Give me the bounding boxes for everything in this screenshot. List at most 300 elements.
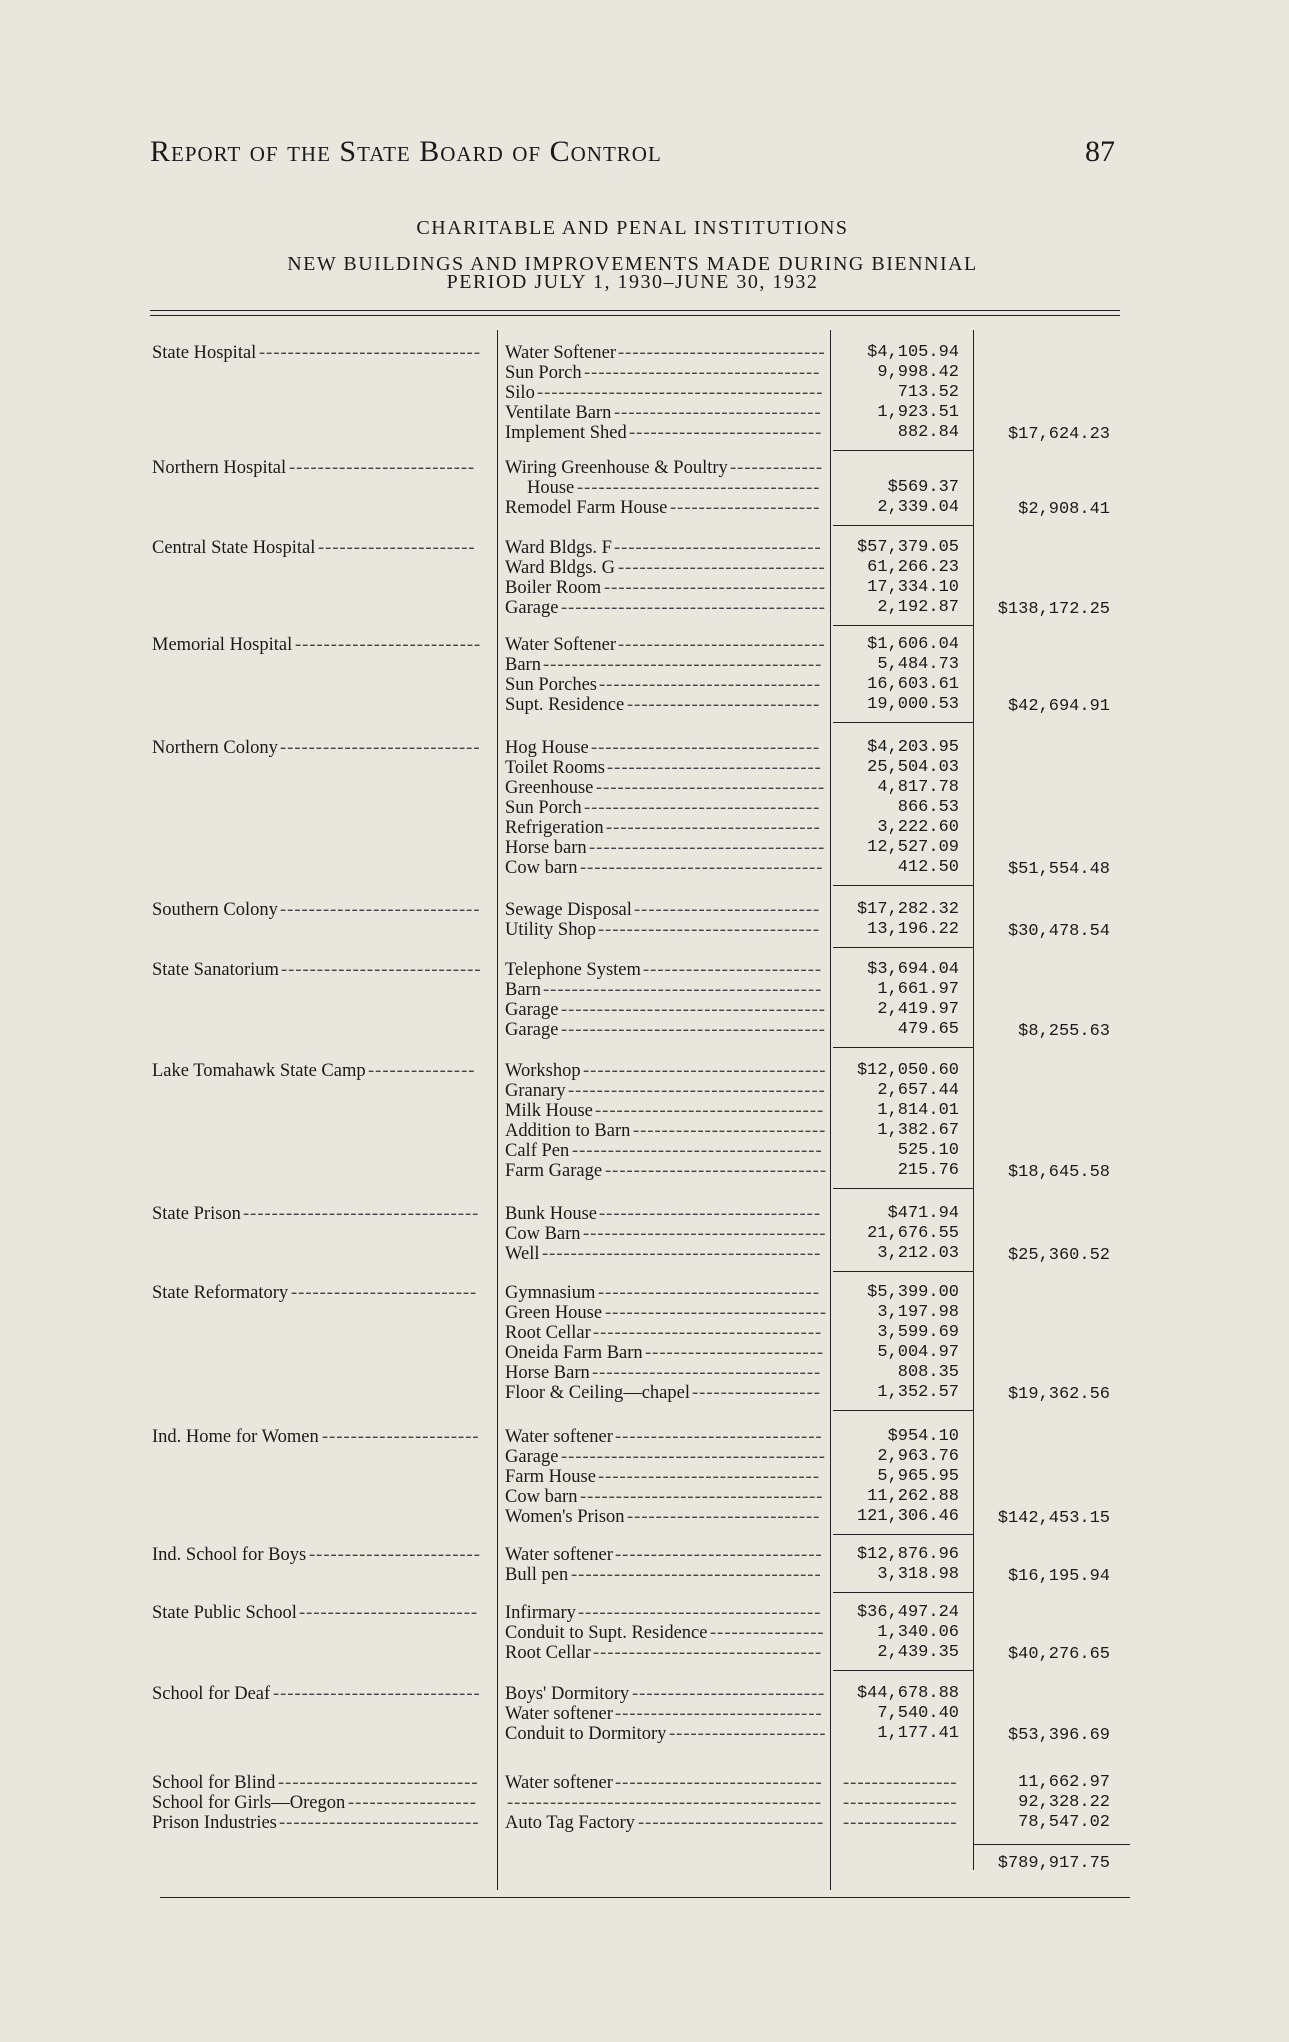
institution-total: $2,908.41: [1018, 500, 1110, 519]
item-label-row: [505, 1565, 827, 1585]
item-label: Infirmary: [505, 1603, 576, 1623]
item-label-leader: ---------------------------------: [589, 838, 826, 858]
item-amount: 2,192.87: [877, 598, 959, 617]
item-label: Barn: [505, 655, 541, 675]
institution-name-leader: ----------------------------: [281, 960, 482, 980]
header-rule-top: [150, 310, 1120, 311]
institution-name-leader: ----------------------------: [280, 738, 481, 758]
item-label-row: [505, 1283, 827, 1303]
item-label-row: [505, 1793, 827, 1813]
item-amount: 1,340.06: [877, 1623, 959, 1642]
item-label-row: [505, 635, 827, 655]
item-amount: 25,504.03: [867, 758, 959, 777]
item-amount: 1,382.67: [877, 1121, 959, 1140]
institution-name-row: [152, 1427, 482, 1447]
item-label-row: [505, 498, 827, 518]
item-label: Women's Prison: [505, 1507, 625, 1527]
item-label: Water softener: [505, 1773, 613, 1793]
item-label-row: [505, 458, 827, 478]
item-amount: $4,105.94: [867, 343, 959, 362]
item-label-row: [505, 1684, 827, 1704]
item-amount: 412.50: [897, 858, 959, 877]
institution-name-leader: ----------------------: [318, 538, 476, 558]
institution-total: $8,255.63: [1018, 1022, 1110, 1041]
item-amount: 17,334.10: [867, 578, 959, 597]
item-amount: 3,318.98: [877, 1565, 959, 1584]
item-amount: 3,197.98: [877, 1303, 959, 1322]
item-label: Ventilate Barn: [505, 403, 612, 423]
item-label-leader: -----------------------------: [618, 343, 826, 363]
institution-name-row: [152, 635, 482, 655]
item-label-leader: -----------------------------: [614, 538, 822, 558]
institution-name-leader: -------------------------: [299, 1603, 479, 1623]
item-label-row: [505, 960, 827, 980]
item-label-row: [527, 478, 827, 498]
item-label-leader: ----------------------------------: [577, 478, 821, 498]
item-label-leader: --------------------------------: [593, 1643, 823, 1663]
item-label-row: [505, 1224, 827, 1244]
item-label-leader: -----------------------------: [615, 1427, 823, 1447]
item-amount: 121,306.46: [856, 1507, 959, 1526]
institution-name-row: [152, 343, 482, 363]
column-rule-1: [497, 330, 498, 1890]
subtitle-line-2: PERIOD JULY 1, 1930–JUNE 30, 1932: [446, 271, 819, 293]
item-label-row: [505, 1161, 827, 1181]
item-label-leader: -------------------------: [643, 960, 823, 980]
item-label: House: [527, 478, 575, 498]
column-rule-2: [830, 330, 831, 1890]
item-label-leader: ---------------------------------------: [543, 980, 823, 1000]
item-label-row: [505, 1061, 827, 1081]
item-label-row: [505, 1487, 827, 1507]
item-amount: $12,876.96: [856, 1545, 959, 1564]
item-label-row: [505, 1343, 827, 1363]
item-label: Root Cellar: [505, 1643, 591, 1663]
item-label-leader: ----------------------------------: [583, 1224, 827, 1244]
group-separator: [833, 722, 973, 723]
item-amount: 525.10: [897, 1141, 959, 1160]
item-label: Utility Shop: [505, 920, 596, 940]
page-number: 87: [1085, 135, 1115, 168]
institution-name: Ind. School for Boys: [152, 1545, 307, 1565]
item-label: Wiring Greenhouse & Poultry: [505, 458, 728, 478]
item-label-leader: -----------------------------: [615, 1704, 823, 1724]
item-label-leader: --------------------------------------------: [507, 1793, 823, 1813]
item-label: Farm Garage: [505, 1161, 603, 1181]
institution-name-row: [152, 960, 482, 980]
item-amount: 11,262.88: [867, 1487, 959, 1506]
institution-name-leader: --------------------------: [289, 458, 476, 478]
institution-total: $142,453.15: [997, 1509, 1110, 1528]
group-separator: [833, 625, 973, 626]
item-label-leader: ---------------------------------: [584, 798, 821, 818]
item-label-leader: -------------------------------------: [561, 1000, 826, 1020]
item-label-row: [505, 778, 827, 798]
item-label: Bunk House: [505, 1204, 597, 1224]
item-amount: 16,603.61: [867, 675, 959, 694]
item-amount: 21,676.55: [867, 1224, 959, 1243]
item-label-row: [505, 920, 827, 940]
item-amount: $5,399.00: [867, 1283, 959, 1302]
item-label-row: [505, 1204, 827, 1224]
item-label: Granary: [505, 1081, 566, 1101]
institution-name-row: [152, 1545, 482, 1565]
institution-name-leader: ----------------------------: [278, 1773, 479, 1793]
item-label-leader: ---------------------------: [632, 1684, 826, 1704]
item-label: Toilet Rooms: [505, 758, 605, 778]
item-label-row: [505, 1000, 827, 1020]
item-label-row: [505, 1813, 827, 1833]
item-amount: 2,657.44: [877, 1081, 959, 1100]
institution-name-leader: ---------------: [368, 1061, 476, 1081]
item-label-row: [505, 403, 827, 423]
item-amount: 808.35: [897, 1363, 959, 1382]
institution-name-row: [152, 1061, 482, 1081]
institution-name: Northern Hospital: [152, 458, 287, 478]
item-label-row: [505, 578, 827, 598]
institution-name-row: [152, 1283, 482, 1303]
item-label-row: [505, 423, 827, 443]
footer-rule: [160, 1897, 1130, 1898]
item-label-row: [505, 675, 827, 695]
item-label-leader: -----------------------------------: [572, 1141, 823, 1161]
item-label-leader: ----------------------: [669, 1724, 827, 1744]
item-amount: 2,963.76: [877, 1447, 959, 1466]
item-label-row: [505, 758, 827, 778]
item-label-row: [505, 980, 827, 1000]
item-label-row: [505, 798, 827, 818]
item-label-row: [505, 1323, 827, 1343]
item-label: Water Softener: [505, 343, 616, 363]
institution-total: $138,172.25: [997, 600, 1110, 619]
item-label-leader: -------------------------------------: [561, 598, 826, 618]
institution-total: 78,547.02: [1018, 1813, 1110, 1832]
institution-name-row: [152, 900, 482, 920]
item-label-row: [505, 1704, 827, 1724]
item-label-leader: ---------------------------: [627, 695, 821, 715]
item-label: Floor & Ceiling—chapel: [505, 1383, 690, 1403]
item-label-row: [505, 1141, 827, 1161]
running-header: [150, 135, 1115, 175]
institution-name: School for Deaf: [152, 1684, 271, 1704]
item-amount: 866.53: [897, 798, 959, 817]
item-label-row: [505, 1447, 827, 1467]
item-label-row: [505, 1603, 827, 1623]
item-label: Ward Bldgs. G: [505, 558, 616, 578]
institution-total: $30,478.54: [1007, 922, 1110, 941]
item-amount: 7,540.40: [877, 1704, 959, 1723]
item-amount: 19,000.53: [867, 695, 959, 714]
amount-blank-leader: ----------------: [843, 1793, 958, 1813]
item-label-leader: ---------------------------: [633, 1121, 827, 1141]
item-label-row: [505, 1363, 827, 1383]
item-amount: $569.37: [887, 478, 959, 497]
institution-name-row: [152, 1773, 482, 1793]
item-label-row: [505, 858, 827, 878]
header-rule-bottom: [150, 315, 1120, 316]
item-label-row: [505, 1427, 827, 1447]
item-label-row: [505, 558, 827, 578]
group-separator: [833, 1592, 973, 1593]
item-label-leader: -------------------------------: [604, 578, 826, 598]
item-label-row: [505, 1081, 827, 1101]
institution-name-row: [152, 538, 482, 558]
item-label: Ward Bldgs. F: [505, 538, 612, 558]
item-label-row: [505, 818, 827, 838]
item-label-row: [505, 363, 827, 383]
institution-name: State Reformatory: [152, 1283, 289, 1303]
item-label-leader: -----------------------------: [615, 1773, 823, 1793]
item-amount: $3,694.04: [867, 960, 959, 979]
item-amount: $57,379.05: [856, 538, 959, 557]
item-label: Sun Porches: [505, 675, 597, 695]
item-label-row: [505, 1020, 827, 1040]
running-title: Report of the State Board of Control: [150, 135, 662, 168]
item-label: Well: [505, 1244, 540, 1264]
institution-total: 11,662.97: [1018, 1773, 1110, 1792]
item-amount: 882.84: [897, 423, 959, 442]
group-separator: [833, 1534, 973, 1535]
item-label-leader: ---------------------------------------: [542, 1244, 822, 1264]
institution-name: State Hospital: [152, 343, 257, 363]
item-label-leader: ----------------------------------: [583, 1061, 827, 1081]
item-label: Farm House: [505, 1467, 596, 1487]
item-label-leader: --------------------------------: [592, 1363, 822, 1383]
item-label: Green House: [505, 1303, 603, 1323]
institution-name-leader: ------------------------: [309, 1545, 481, 1565]
item-label-row: [505, 1545, 827, 1565]
item-label-leader: ----------------------------------: [578, 1603, 822, 1623]
item-label: Bull pen: [505, 1565, 569, 1585]
item-label: Water softener: [505, 1545, 613, 1565]
item-label: Horse barn: [505, 838, 587, 858]
item-label-row: [505, 1643, 827, 1663]
item-label-leader: -------------------------------: [599, 675, 821, 695]
item-label-leader: ------------------------------: [606, 818, 821, 838]
item-label-leader: ------------------------------------: [568, 1081, 826, 1101]
institution-total: $16,195.94: [1007, 1567, 1110, 1586]
item-label: Garage: [505, 1020, 559, 1040]
item-label-leader: ----------------------------------: [580, 1487, 824, 1507]
institution-name-leader: ----------------------------: [280, 900, 481, 920]
item-amount: $17,282.32: [856, 900, 959, 919]
item-amount: 713.52: [897, 383, 959, 402]
item-label-leader: -------------------------------------: [561, 1020, 826, 1040]
item-label-leader: -------------------------------: [605, 1161, 827, 1181]
item-label-leader: ------------------: [692, 1383, 821, 1403]
institution-name-leader: -------------------------------: [259, 343, 481, 363]
institution-name-leader: --------------------------: [291, 1283, 478, 1303]
group-separator: [833, 1271, 973, 1272]
item-label: Garage: [505, 1447, 559, 1467]
group-separator: [833, 1410, 973, 1411]
grand-total: $789,917.75: [997, 1854, 1110, 1873]
item-label: Conduit to Dormitory: [505, 1724, 667, 1744]
item-label: Silo: [505, 383, 535, 403]
institution-name: Memorial Hospital: [152, 635, 293, 655]
item-label-leader: ---------------------------------------: [543, 655, 823, 675]
group-separator: [833, 450, 973, 451]
item-amount: 1,661.97: [877, 980, 959, 999]
group-separator: [833, 525, 973, 526]
item-label-leader: -----------------------------: [615, 1545, 823, 1565]
item-label-leader: -----------------------------: [614, 403, 822, 423]
item-amount: $36,497.24: [856, 1603, 959, 1622]
subtitle-line-1: NEW BUILDINGS AND IMPROVEMENTS MADE DURING BIENNIAL: [287, 253, 978, 275]
item-label-row: [505, 900, 827, 920]
group-separator: [833, 885, 973, 886]
item-label: Addition to Barn: [505, 1121, 631, 1141]
institution-name-row: [152, 1684, 482, 1704]
item-label-row: [505, 1121, 827, 1141]
item-label-leader: -------------: [730, 458, 824, 478]
institution-name: Northern Colony: [152, 738, 278, 758]
item-label: Boiler Room: [505, 578, 602, 598]
item-amount: $1,606.04: [867, 635, 959, 654]
institution-total: $25,360.52: [1007, 1246, 1110, 1265]
item-label-leader: --------------------------------: [596, 778, 826, 798]
institution-total: $42,694.91: [1007, 697, 1110, 716]
item-label-row: [505, 1303, 827, 1323]
item-label: Horse Barn: [505, 1363, 590, 1383]
amount-blank-leader: ----------------: [843, 1813, 958, 1833]
item-label-leader: -----------------------------: [618, 558, 826, 578]
institution-name: Prison Industries: [152, 1813, 277, 1833]
institution-total: $18,645.58: [1007, 1163, 1110, 1182]
item-label-leader: ---------------------------: [629, 423, 823, 443]
item-label: Auto Tag Factory: [505, 1813, 635, 1833]
institution-name-row: [152, 1204, 482, 1224]
item-label-row: [505, 1507, 827, 1527]
item-label-row: [505, 1773, 827, 1793]
item-label-leader: -------------------------------------: [561, 1447, 826, 1467]
item-label: Hog House: [505, 738, 589, 758]
institution-name-leader: --------------------------: [295, 635, 482, 655]
item-label-leader: -----------------------------------: [571, 1565, 822, 1585]
item-label: Boys' Dormitory: [505, 1684, 630, 1704]
item-label: Calf Pen: [505, 1141, 570, 1161]
item-label: Sewage Disposal: [505, 900, 632, 920]
item-label: Garage: [505, 1000, 559, 1020]
item-amount: $954.10: [887, 1427, 959, 1446]
institution-total: 92,328.22: [1018, 1793, 1110, 1812]
item-label-row: [505, 1724, 827, 1744]
item-label: Telephone System: [505, 960, 641, 980]
institution-name-row: [152, 738, 482, 758]
item-amount: 3,222.60: [877, 818, 959, 837]
item-label: Cow Barn: [505, 1224, 581, 1244]
item-label-leader: --------------------------: [638, 1813, 825, 1833]
item-amount: 5,484.73: [877, 655, 959, 674]
item-amount: 3,599.69: [877, 1323, 959, 1342]
item-label: Workshop: [505, 1061, 581, 1081]
item-label-row: [505, 1244, 827, 1264]
item-label-leader: -------------------------: [645, 1343, 825, 1363]
item-label: Implement Shed: [505, 423, 627, 443]
group-separator: [833, 1188, 973, 1189]
institution-name: State Prison: [152, 1204, 241, 1224]
item-amount: 3,212.03: [877, 1244, 959, 1263]
institution-name: Southern Colony: [152, 900, 278, 920]
section-title: CHARITABLE AND PENAL INSTITUTIONS: [416, 217, 849, 239]
item-label: Root Cellar: [505, 1323, 591, 1343]
item-label: Water softener: [505, 1704, 613, 1724]
institution-name-leader: ----------------------------: [279, 1813, 480, 1833]
amount-blank-leader: ----------------: [843, 1773, 958, 1793]
item-label: Refrigeration: [505, 818, 604, 838]
institution-total: $17,624.23: [1007, 425, 1110, 444]
institution-name: State Public School: [152, 1603, 297, 1623]
item-amount: 5,004.97: [877, 1343, 959, 1362]
item-label-leader: --------------------------------: [593, 1323, 823, 1343]
item-amount: 1,814.01: [877, 1101, 959, 1120]
item-amount: 479.65: [897, 1020, 959, 1039]
item-label-row: [505, 1467, 827, 1487]
item-amount: $471.94: [887, 1204, 959, 1223]
item-label-leader: ---------------------------: [627, 1507, 821, 1527]
institution-name-leader: ---------------------------------: [243, 1204, 480, 1224]
institution-name: School for Blind: [152, 1773, 276, 1793]
institution-name-row: [152, 458, 482, 478]
item-label-leader: ---------------------------------: [584, 363, 821, 383]
item-label-row: [505, 343, 827, 363]
item-label-row: [505, 1383, 827, 1403]
item-label: Gymnasium: [505, 1283, 596, 1303]
item-label: Sun Porch: [505, 798, 582, 818]
item-label-row: [505, 1101, 827, 1121]
item-label-row: [505, 838, 827, 858]
item-label: Conduit to Supt. Residence: [505, 1623, 708, 1643]
group-separator: [833, 1670, 973, 1671]
item-label-row: [505, 538, 827, 558]
institution-name-row: [152, 1813, 482, 1833]
institution-total: $53,396.69: [1007, 1726, 1110, 1745]
group-separator: [833, 1047, 973, 1048]
item-label-leader: ----------------: [710, 1623, 825, 1643]
item-label-row: [505, 383, 827, 403]
institution-name-leader: -----------------------------: [273, 1684, 481, 1704]
item-amount: $4,203.95: [867, 738, 959, 757]
institution-name: State Sanatorium: [152, 960, 279, 980]
item-label: Cow barn: [505, 858, 578, 878]
item-label: Water Softener: [505, 635, 616, 655]
item-amount: 1,352.57: [877, 1383, 959, 1402]
item-label: Supt. Residence: [505, 695, 625, 715]
item-label-leader: -------------------------------: [605, 1303, 827, 1323]
item-label-row: [505, 1623, 827, 1643]
item-label-leader: ----------------------------------: [580, 858, 824, 878]
item-amount: 12,527.09: [867, 838, 959, 857]
item-label-leader: -------------------------------: [599, 1204, 821, 1224]
item-label: Sun Porch: [505, 363, 582, 383]
item-label-leader: -------------------------------: [598, 1467, 820, 1487]
institution-name: School for Girls—Oregon: [152, 1793, 346, 1813]
item-label: Greenhouse: [505, 778, 594, 798]
item-amount: $44,678.88: [856, 1684, 959, 1703]
item-amount: 2,419.97: [877, 1000, 959, 1019]
item-amount: 1,177.41: [877, 1724, 959, 1743]
item-label-leader: ---------------------: [670, 498, 821, 518]
item-amount: 5,965.95: [877, 1467, 959, 1486]
institution-name-leader: ------------------: [348, 1793, 477, 1813]
item-label-leader: --------------------------------: [595, 1101, 825, 1121]
item-label-row: [505, 655, 827, 675]
item-amount: 2,439.35: [877, 1643, 959, 1662]
item-label-leader: ------------------------------: [607, 758, 822, 778]
item-label: Milk House: [505, 1101, 593, 1121]
item-label: Cow barn: [505, 1487, 578, 1507]
item-label: Oneida Farm Barn: [505, 1343, 643, 1363]
